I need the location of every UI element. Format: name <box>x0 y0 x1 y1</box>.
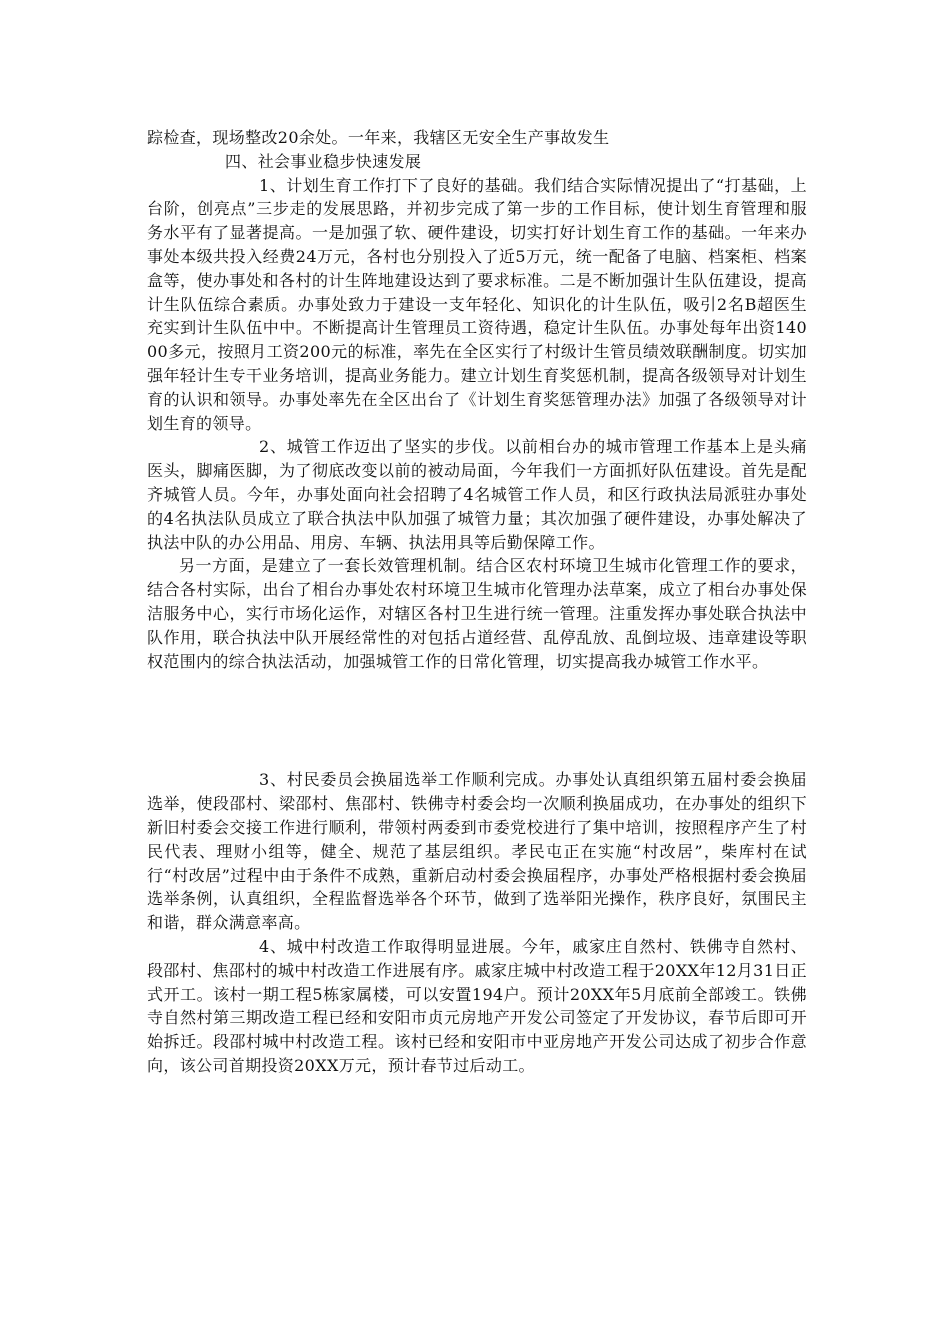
section-heading: 四、社会事业稳步快速发展 <box>225 151 422 171</box>
paragraph-continuation: 踪检查，现场整改20余处。一年来，我辖区无安全生产事故发生 <box>147 128 610 147</box>
document-page <box>147 126 807 1078</box>
paragraph-urban-management: 2、城管工作迈出了坚实的步伐。以前相台办的城市管理工作基本上是头痛医头，脚痛医脚，为了彻底改变以前的被动局面，今年我们一方面抓好队伍建设。首先是配齐城管人员。今年，办事处面向社会招聘了4名城管工作人员，和区行政执法局派驻办事处的4名执法队员成立了联合执法中队加强了城管力量；其次加强了硬件建设，办事处解决了执法中队的办公用品、用房、车辆、执法用具等后勤保障工作。 <box>147 437 807 552</box>
paragraph-village-election: 3、村民委员会换届选举工作顺利完成。办事处认真组织第五届村委会换届选举，使段邵村、梁邵村、焦邵村、铁佛寺村委会均一次顺利换届成功，在办事处的组织下新旧村委会交接工作进行顺利，带领村两委到市委党校进行了集中培训，按照程序产生了村民代表、理财小组等，健全、规范了基层组织。孝民屯正在实施“村改居”，柴库村在试行“村改居”过程中由于条件不成熟，重新启动村委会换届程序，办事处严格根据村委会换届选举条例，认真组织，全程监督选举各个环节，做到了选举阳光操作，秩序良好，氛围民主和谐，群众满意率高。 <box>147 770 807 933</box>
blank-gap <box>147 673 807 768</box>
paragraph-family-planning: 1、计划生育工作打下了良好的基础。我们结合实际情况提出了“打基础，上台阶，创亮点”三步走的发展思路，并初步完成了第一步的工作目标，使计划生育管理和服务水平有了显著提高。一是加强了软、硬件建设，切实打好计划生育工作的基础。一年来办事处本级共投入经费24万元，各村也分别投入了近5万元，统一配备了电脑、档案柜、档案盒等，使办事处和各村的计生阵地建设达到了要求标准。二是不断加强计生队伍建设，提高计生队伍综合素质。办事处致力于建设一支年轻化、知识化的计生队伍，吸引2名B超医生充实到计生队伍中中。不断提高计生管理员工资待遇，稳定计生队伍。办事处每年出资14000多元，按照月工资200元的标准，率先在全区实行了村级计生管员绩效联酬制度。切实加强年轻计生专干业务培训，提高业务能力。建立计划生育奖惩机制，提高各级领导对计划生育的认识和领导。办事处率先在全区出台了《计划生育奖惩管理办法》加强了各级领导对计划生育的领导。 <box>147 175 807 433</box>
paragraph-urban-village-renovation: 4、城中村改造工作取得明显进展。今年，戚家庄自然村、铁佛寺自然村、段邵村、焦邵村的城中村改造工作进展有序。戚家庄城中村改造工程于20XX年12月31日正式开工。该村一期工程5栋家属楼，可以安置194户。预计20XX年5月底前全部竣工。铁佛寺自然村第三期改造工程已经和安阳市贞元房地产开发公司签定了开发协议，春节后即可开始拆迁。段邵村城中村改造工程。该村已经和安阳市中亚房地产开发公司达成了初步合作意向，该公司首期投资20XX万元，预计春节过后动工。 <box>147 936 807 1075</box>
paragraph-long-term-mechanism: 另一方面，是建立了一套长效管理机制。结合区农村环境卫生城市化管理工作的要求，结合各村实际，出台了相台办事处农村环境卫生城市化管理办法草案，成立了相台办事处保洁服务中心，实行市场化运作，对辖区各村卫生进行统一管理。注重发挥办事处联合执法中队作用，联合执法中队开展经常性的对包括占道经营、乱停乱放、乱倒垃圾、违章建设等职权范围内的综合执法活动，加强城管工作的日常化管理，切实提高我办城管工作水平。 <box>147 556 807 671</box>
